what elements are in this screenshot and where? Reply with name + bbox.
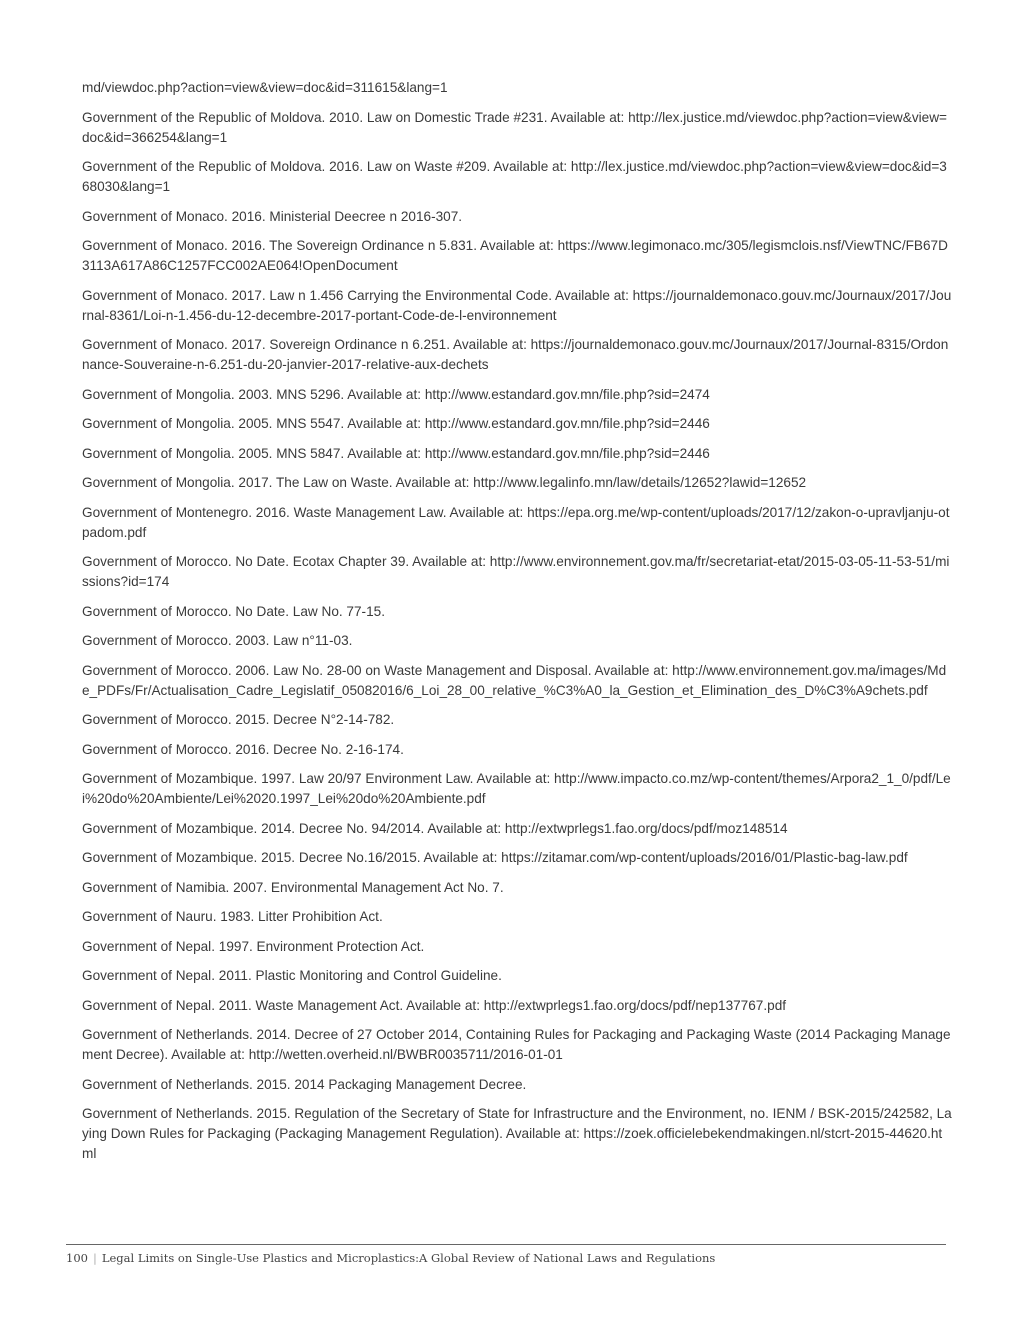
reference-entry: Government of Mongolia. 2005. MNS 5547. Available at: http://www.estandard.gov.mn/file.php?sid=2446 bbox=[82, 416, 710, 431]
reference-entry: Government of Namibia. 2007. Environmental Management Act No. 7. bbox=[82, 879, 504, 895]
reference-entry: Government of Monaco. 2016. Ministerial Deecree n 2016-307. bbox=[82, 208, 463, 224]
reference-entry: Government of Morocco. 2015. Decree N°2-14-782. bbox=[82, 712, 395, 727]
reference-entry: Government of Montenegro. 2016. Waste Management Law. Available at: https://epa.org.me/wp-content/uploads/2017/12/zakon-o-upravljanju-otpadom.pdf bbox=[82, 504, 950, 540]
reference-entry: Government of Morocco. No Date. Law No. 77-15. bbox=[82, 603, 385, 619]
footer-divider bbox=[66, 1244, 946, 1245]
footer-separator: | bbox=[92, 1251, 97, 1265]
page-number: 100 bbox=[66, 1251, 88, 1265]
reference-entry: Government of Mongolia. 2003. MNS 5296. Available at: http://www.estandard.gov.mn/file.php?sid=2474 bbox=[82, 386, 710, 402]
reference-list bbox=[82, 78, 952, 1174]
reference-entry: Government of Nepal. 1997. Environment Protection Act. bbox=[82, 938, 425, 954]
reference-entry: Government of Morocco. 2003. Law n°11-03. bbox=[82, 633, 353, 648]
reference-entry: Government of Mozambique. 1997. Law 20/97 Environment Law. Available at: http://www.impacto.co.mz/wp-content/themes/Arpora2_1_0/pdf/Lei%20do%20Ambiente/Lei%2020.1997_Lei%20do%20Ambiente.pdf bbox=[82, 771, 951, 806]
reference-entry: Government of Mozambique. 2014. Decree No. 94/2014. Available at: http://extwprlegs1.fao.org/docs/pdf/moz148514 bbox=[82, 820, 788, 836]
reference-entry: Government of Monaco. 2017. Law n 1.456 Carrying the Environmental Code. Available at: https://journaldemonaco.gouv.mc/Journaux/2017/Journal-8361/Loi-n-1.456-du-12-decembre-2017-portant-Code-de-l-environnement bbox=[82, 287, 952, 323]
reference-entry: Government of Netherlands. 2014. Decree of 27 October 2014, Containing Rules for Packaging and Packaging Waste (2014 Packaging Management Decree). Available at: http://wetten.overheid.nl/BWBR0035711/2016-01-01 bbox=[82, 1027, 951, 1062]
reference-entry: Government of Netherlands. 2015. 2014 Packaging Management Decree. bbox=[82, 1076, 527, 1092]
document-title: Legal Limits on Single-Use Plastics and Microplastics:A Global Review of National Laws and Regulations bbox=[101, 1251, 716, 1265]
reference-entry: Government of Monaco. 2016. The Sovereign Ordinance n 5.831. Available at: https://www.legimonaco.mc/305/legismclois.nsf/ViewTNC/FB67D3113A617A86C1257FCC002AE064!OpenDocument bbox=[82, 238, 948, 273]
reference-entry: Government of Morocco. 2016. Decree No. 2-16-174. bbox=[82, 741, 404, 757]
reference-entry: Government of Morocco. No Date. Ecotax Chapter 39. Available at: http://www.environnement.gov.ma/fr/secretariat-etat/2015-03-05-11-53-51/missions?id=174 bbox=[82, 554, 950, 589]
reference-entry: md/viewdoc.php?action=view&view=doc&id=311615&lang=1 bbox=[82, 80, 448, 95]
reference-entry: Government of Nepal. 2011. Waste Management Act. Available at: http://extwprlegs1.fao.org/docs/pdf/nep137767.pdf bbox=[82, 997, 787, 1013]
reference-entry: Government of Nauru. 1983. Litter Prohibition Act. bbox=[82, 909, 383, 924]
reference-entry: Government of the Republic of Moldova. 2016. Law on Waste #209. Available at: http://lex.justice.md/viewdoc.php?action=view&view=doc&id=368030&lang=1 bbox=[82, 159, 947, 194]
reference-entry: Government of Netherlands. 2015. Regulation of the Secretary of State for Infrastructure and the Environment, no. IENM / BSK-2015/242582, Laying Down Rules for Packaging (Packaging Management Regulation). Available at: https://zoek.officielebekendmakingen.nl/stcrt-2015-44620.html bbox=[82, 1106, 952, 1161]
reference-entry: Government of the Republic of Moldova. 2010. Law on Domestic Trade #231. Available at: http://lex.justice.md/viewdoc.php?action=view&view=doc&id=366254&lang=1 bbox=[82, 109, 947, 145]
reference-entry: Government of Monaco. 2017. Sovereign Ordinance n 6.251. Available at: https://journaldemonaco.gouv.mc/Journaux/2017/Journal-8315/Ordonnance-Souveraine-n-6.251-du-20-janvier-2017-relative-aux-dechets bbox=[82, 337, 949, 372]
reference-entry: Government of Morocco. 2006. Law No. 28-00 on Waste Management and Disposal. Available at: http://www.environnement.gov.ma/images/Mde_PDFs/Fr/Actualisation_Cadre_Legislatif_05082016/6_Loi_28_00_relative_%C3%A0_la_Gestion_et_Elimination_des_D%C3%A9chets.pdf bbox=[82, 662, 947, 698]
reference-entry: Government of Mongolia. 2017. The Law on Waste. Available at: http://www.legalinfo.mn/law/details/12652?lawid=12652 bbox=[82, 475, 807, 490]
reference-entry: Government of Mozambique. 2015. Decree No.16/2015. Available at: https://zitamar.com/wp-content/uploads/2016/01/Plastic-bag-law.pdf bbox=[82, 850, 908, 865]
reference-entry: Government of Mongolia. 2005. MNS 5847. Available at: http://www.estandard.gov.mn/file.php?sid=2446 bbox=[82, 445, 710, 461]
page-footer bbox=[66, 1251, 715, 1265]
reference-entry: Government of Nepal. 2011. Plastic Monitoring and Control Guideline. bbox=[82, 968, 502, 983]
